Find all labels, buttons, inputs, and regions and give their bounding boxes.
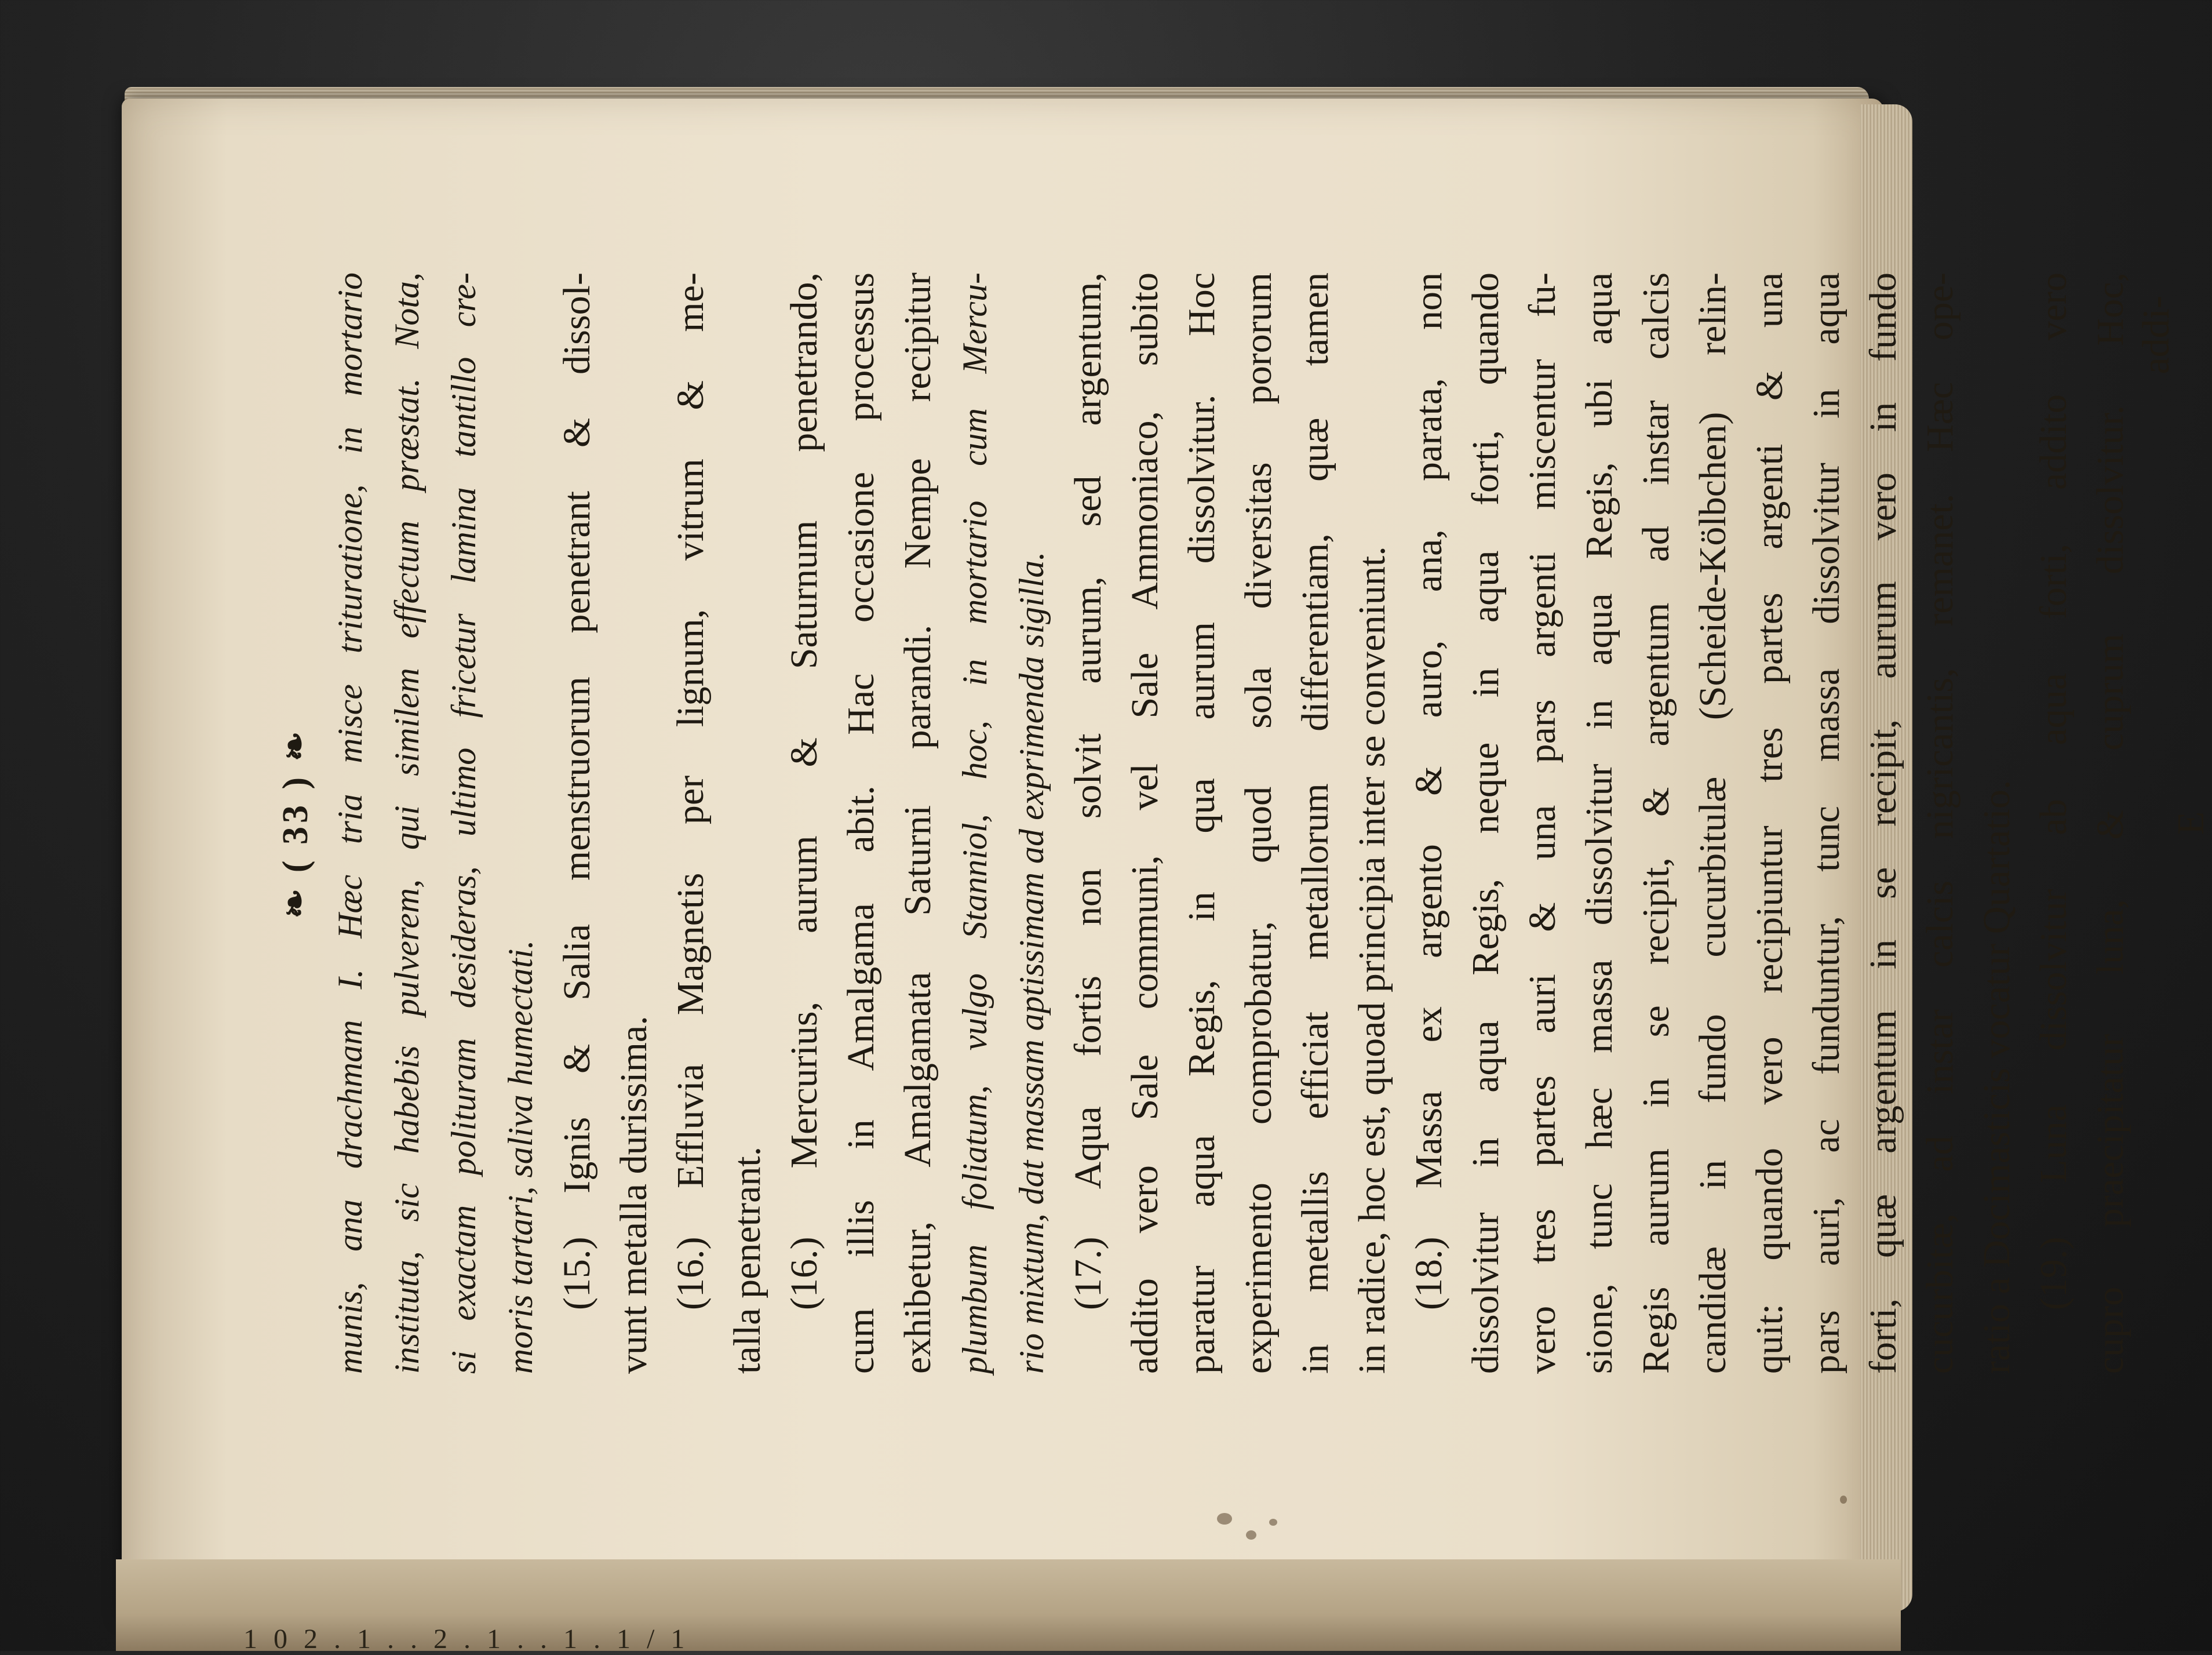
text-line: rio mixtum, dat massam aptissimam ad exprimenda sigilla. [1012,551,1051,1374]
text-line: in radice, hoc est, quoad principia inter se conveniunt. [1351,546,1393,1374]
text-line: dissolvitur in aqua Regis, neque in aqua forti, quando [1464,272,1507,1374]
text-line: addito vero Sale communi, vel Sale Ammoniaco, subito [1124,272,1166,1374]
ink-stain [1217,1513,1232,1525]
text-line: (16.) Mercurius, aurum & Saturnum penetrando, [783,272,825,1310]
text-line: (19.) Luna dissolvitur ab aqua forti, addito vero [2032,272,2075,1310]
bottom-cut-text: 1 0 2 . 1 . . 2 . 1 . . 1 . 1 / 1 [243,1624,690,1654]
text-line: (16.) Effluvia Magnetis per lignum, vitrum & me- [669,272,712,1310]
text-line: Regis aurum in se recipit, & argentum ad instar calcis [1635,272,1677,1374]
text-line: pars auri, ac funduntur, tunc massa dissolvitur in aqua [1805,272,1847,1374]
ink-stain [1246,1530,1256,1540]
text-line: exhibetur, Amalgamata Saturni parandi. Nempe recipitur [897,272,939,1374]
catchword: addi- [2135,296,2177,374]
text-line: paratur aqua Regis, in qua aurum dissolvitur. Hoc [1180,272,1223,1374]
text-line: plumbum foliatum, vulgo Stanniol, hoc, in mortario cum Mercu- [956,272,994,1374]
printed-text-block [269,272,2212,1374]
text-line: institutа, sic habebis pulverem, qui similem effectum præstat. Nota, [388,272,426,1374]
text-line: in metallis efficiat metallorum differentiam, quæ tamen [1294,272,1336,1374]
text-line: munis, ana drachmam I. Hæc tria misce trituratione, in mortario [331,272,369,1374]
text-lines [322,272,2139,1374]
text-line: cucurbitæ, ad instar calcis nigricantis, remanet. Hæc ope- [1919,272,1961,1374]
text-line: (15.) Ignis & Salia menstruorum penetrant & dissol- [556,272,598,1310]
text-line: si exactam polituram desideras, ultimo fricetur lamina tantillo cre- [444,272,483,1374]
text-line: cupro praecipitatur luna, & cuprum dissolvitur. Hoc, [2089,272,2131,1374]
text-line: vunt metalla durissima. [613,1016,655,1374]
text-line: quit: quando vero recipiuntur tres partes argenti & una [1748,272,1791,1374]
text-line: (17.) Aqua fortis non solvit aurum, sed argentum, [1067,272,1109,1310]
text-line: moris tartari, saliva humectati. [501,940,540,1374]
text-line: (18.) Massa ex argento & auro, ana, parata, non [1408,272,1450,1310]
signature-mark: E [2170,811,2212,835]
ink-stain [1840,1496,1847,1504]
text-line: experimento comprobatur, quod sola diversitas pororum [1237,272,1280,1374]
text-line: ratio a Docimasticis vocatur Quartatio. [1976,780,2018,1374]
text-line: talla penetrant. [726,1146,768,1374]
text-line: vero tres partes auri & una pars argenti miscentur fu- [1521,272,1564,1374]
text-line: forti, quæ argentum in se recipit, aurum vero in fundo [1862,272,1904,1374]
page-header: ❧ ( 33 ) ❧ [276,728,315,919]
text-line: cum illis in Amalgama abit. Hac occasione processus [840,272,882,1374]
text-line: sione, tunc hæc massa dissolvitur in aqua Regis, ubi aqua [1578,272,1620,1374]
ink-stain [1269,1519,1277,1526]
text-line: candidæ in fundo cucurbitulæ (Scheide-Kölbchen) relin- [1692,272,1734,1374]
